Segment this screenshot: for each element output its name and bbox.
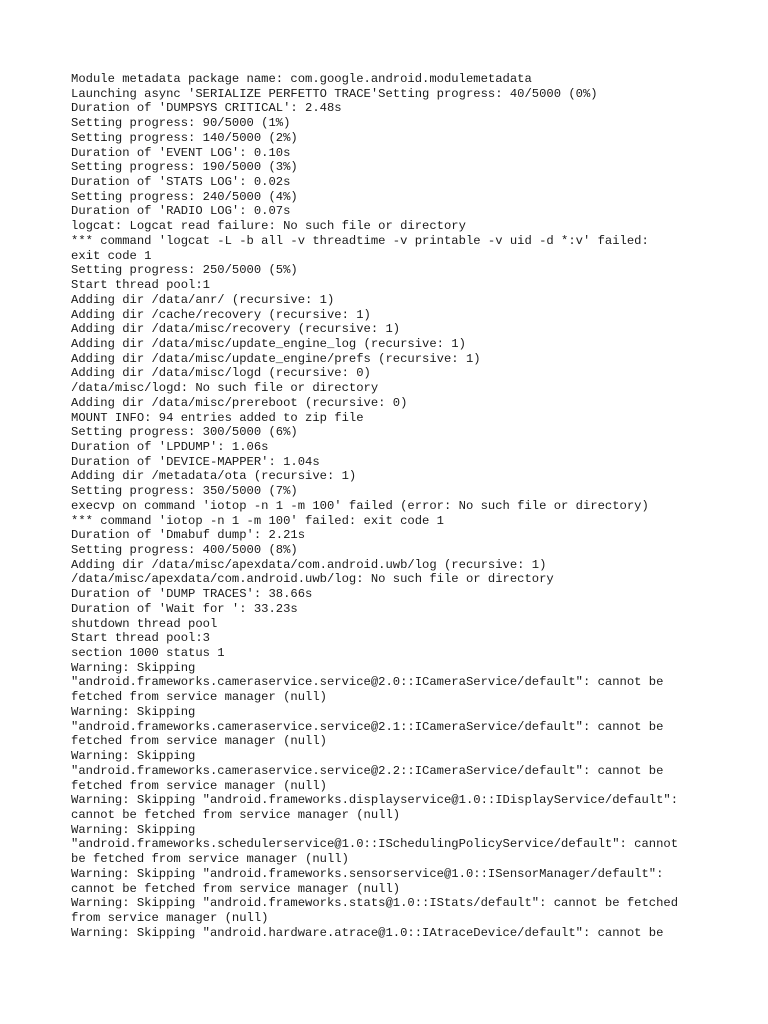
log-line: *** command 'logcat -L -b all -v threadtime -v printable -v uid -d *:v' failed:	[71, 233, 649, 248]
log-line: Adding dir /data/misc/logd (recursive: 0)	[71, 366, 371, 381]
log-line: Duration of 'LPDUMP': 1.06s	[71, 439, 269, 454]
log-line: "android.frameworks.cameraservice.service@2.1::ICameraService/default": cannot be	[71, 719, 664, 734]
log-line: Duration of 'STATS LOG': 0.02s	[71, 175, 291, 190]
log-line: cannot be fetched from service manager (null)	[71, 807, 401, 822]
log-line: Setting progress: 250/5000 (5%)	[71, 263, 298, 278]
log-line: Warning: Skipping	[71, 749, 196, 764]
log-text-block	[71, 72, 731, 940]
log-line: /data/misc/apexdata/com.android.uwb/log: No such file or directory	[71, 572, 554, 587]
log-line: Warning: Skipping "android.frameworks.stats@1.0::IStats/default": cannot be fetched	[71, 896, 679, 911]
log-line: Duration of 'RADIO LOG': 0.07s	[71, 204, 291, 219]
log-line: Setting progress: 350/5000 (7%)	[71, 484, 298, 499]
log-line: Adding dir /data/misc/update_engine/prefs (recursive: 1)	[71, 351, 481, 366]
log-line: Warning: Skipping	[71, 704, 196, 719]
log-line: Setting progress: 300/5000 (6%)	[71, 425, 298, 440]
log-line: section 1000 status 1	[71, 646, 225, 661]
log-line: Adding dir /data/misc/update_engine_log (recursive: 1)	[71, 336, 466, 351]
log-line: "android.frameworks.cameraservice.service@2.0::ICameraService/default": cannot be	[71, 675, 664, 690]
log-line: shutdown thread pool	[71, 616, 218, 631]
log-line: Start thread pool:1	[71, 278, 210, 293]
log-line: Duration of 'DUMP TRACES': 38.66s	[71, 587, 313, 602]
log-line: /data/misc/logd: No such file or directory	[71, 381, 379, 396]
log-line: fetched from service manager (null)	[71, 734, 327, 749]
log-line: MOUNT INFO: 94 entries added to zip file	[71, 410, 364, 425]
log-line: Warning: Skipping	[71, 660, 196, 675]
log-line: cannot be fetched from service manager (null)	[71, 881, 401, 896]
log-line: Adding dir /data/anr/ (recursive: 1)	[71, 292, 335, 307]
log-line: Adding dir /metadata/ota (recursive: 1)	[71, 469, 357, 484]
log-line: *** command 'iotop -n 1 -m 100' failed: exit code 1	[71, 513, 444, 528]
log-line: fetched from service manager (null)	[71, 778, 327, 793]
log-line: Adding dir /data/misc/prereboot (recursive: 0)	[71, 395, 408, 410]
log-line: Duration of 'DEVICE-MAPPER': 1.04s	[71, 454, 320, 469]
log-line: Duration of 'EVENT LOG': 0.10s	[71, 145, 291, 160]
log-line: Warning: Skipping "android.hardware.atrace@1.0::IAtraceDevice/default": cannot be	[71, 925, 664, 940]
log-line: Warning: Skipping "android.frameworks.displayservice@1.0::IDisplayService/default":	[71, 793, 679, 808]
log-line: Setting progress: 400/5000 (8%)	[71, 543, 298, 557]
log-line: Module metadata package name: com.google.android.modulemetadata	[71, 72, 532, 86]
log-line: Adding dir /data/misc/apexdata/com.android.uwb/log (recursive: 1)	[71, 557, 547, 572]
log-line: exit code 1	[71, 248, 152, 263]
log-line: Adding dir /cache/recovery (recursive: 1)	[71, 307, 371, 322]
log-line: Warning: Skipping "android.frameworks.sensorservice@1.0::ISensorManager/default":	[71, 866, 664, 881]
log-line: fetched from service manager (null)	[71, 690, 327, 705]
log-line: "android.frameworks.cameraservice.service@2.2::ICameraService/default": cannot be	[71, 763, 664, 778]
log-line: logcat: Logcat read failure: No such file or directory	[71, 219, 466, 234]
log-line: Setting progress: 140/5000 (2%)	[71, 130, 298, 145]
log-line: be fetched from service manager (null)	[71, 852, 349, 867]
log-line: Warning: Skipping	[71, 822, 196, 837]
log-line: Setting progress: 90/5000 (1%)	[71, 116, 291, 131]
log-line: Setting progress: 190/5000 (3%)	[71, 160, 298, 175]
log-line: Duration of 'Dmabuf dump': 2.21s	[71, 528, 306, 543]
log-line: Launching async 'SERIALIZE PERFETTO TRACE'Setting progress: 40/5000 (0%)	[71, 86, 598, 101]
log-line: "android.frameworks.schedulerservice@1.0::ISchedulingPolicyService/default": cannot	[71, 837, 679, 852]
log-line: execvp on command 'iotop -n 1 -m 100' failed (error: No such file or directory)	[71, 498, 649, 513]
log-line: Duration of 'Wait for ': 33.23s	[71, 601, 298, 616]
log-line: Adding dir /data/misc/recovery (recursive: 1)	[71, 322, 401, 337]
log-line: Start thread pool:3	[71, 631, 210, 646]
log-line: Setting progress: 240/5000 (4%)	[71, 189, 298, 204]
log-line: from service manager (null)	[71, 910, 269, 925]
log-line: Duration of 'DUMPSYS CRITICAL': 2.48s	[71, 101, 342, 116]
